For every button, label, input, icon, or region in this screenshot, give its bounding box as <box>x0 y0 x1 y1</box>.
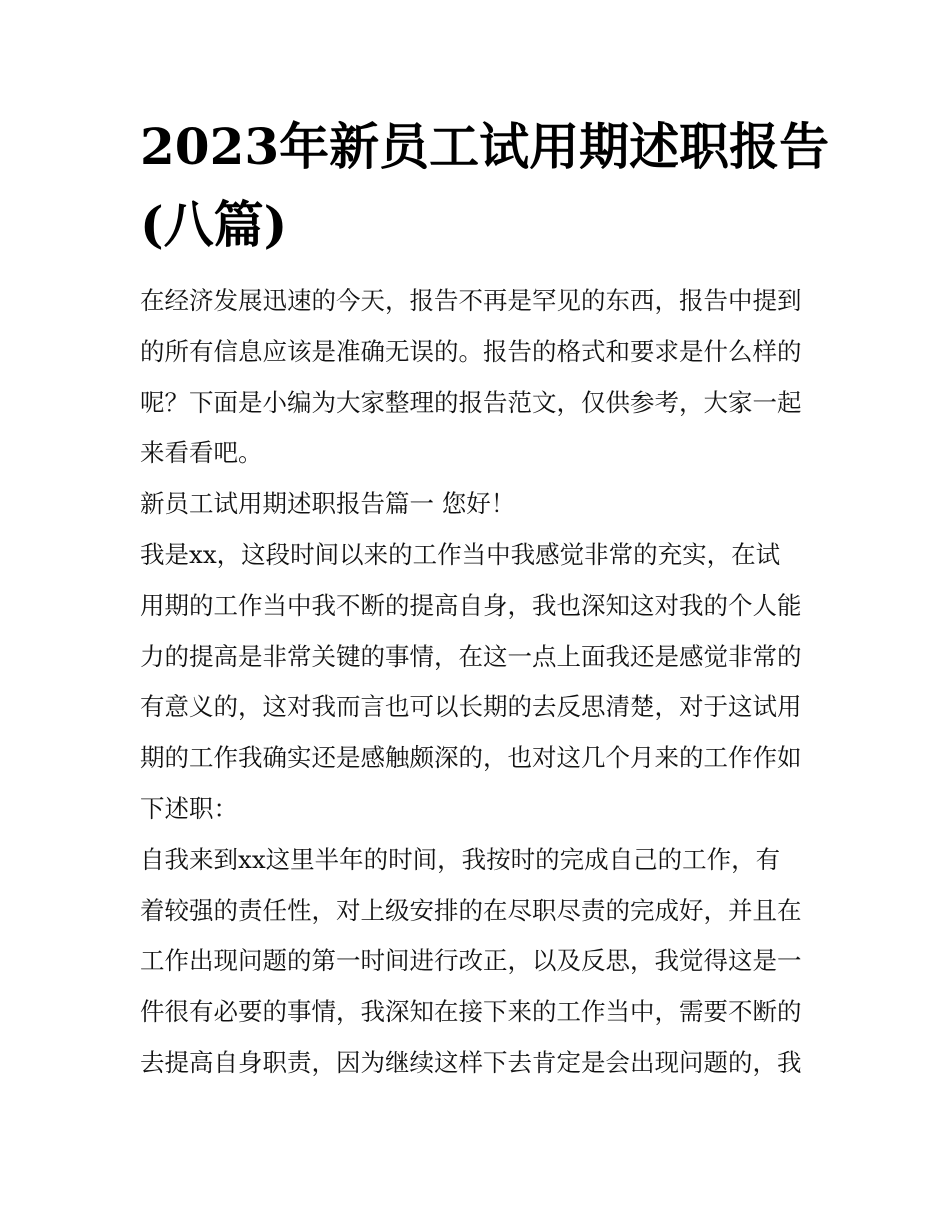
text-line: 下述职： <box>140 793 238 823</box>
text-line: 用期的工作当中我不断的提高自身，我也深知这对我的个人能 <box>140 590 802 620</box>
text-line: 呢？下面是小编为大家整理的报告范文，仅供参考，大家一起 <box>140 387 802 417</box>
title-line: (八篇) <box>140 195 288 254</box>
text-line: 件很有必要的事情，我深知在接下来的工作当中，需要不断的 <box>140 997 802 1027</box>
text-line: 新员工试用期述职报告篇一 您好！ <box>140 489 516 519</box>
text-line: 有意义的，这对我而言也可以长期的去反思清楚，对于这试用 <box>140 692 802 722</box>
body-paragraph <box>140 835 816 1089</box>
text-line: 的所有信息应该是准确无误的。报告的格式和要求是什么样的 <box>140 336 802 366</box>
body-paragraph <box>140 530 816 835</box>
document-title <box>140 108 830 264</box>
intro-paragraph <box>140 276 816 479</box>
text-line: 我是xx，这段时间以来的工作当中我感觉非常的充实，在试 <box>140 539 781 569</box>
text-line: 工作出现问题的第一时间进行改正，以及反思，我觉得这是一 <box>140 946 802 976</box>
text-line: 力的提高是非常关键的事情，在这一点上面我还是感觉非常的 <box>140 641 802 671</box>
text-line: 着较强的责任性，对上级安排的在尽职尽责的完成好，并且在 <box>140 895 802 925</box>
section-heading <box>140 479 816 530</box>
text-line: 期的工作我确实还是感触颇深的，也对这几个月来的工作作如 <box>140 743 802 773</box>
title-line: 2023年新员工试用期述职报告 <box>140 117 830 176</box>
text-line: 来看看吧。 <box>140 438 263 468</box>
text-line: 在经济发展迅速的今天，报告不再是罕见的东西，报告中提到 <box>140 286 802 315</box>
document-body <box>140 276 816 1089</box>
text-line: 去提高自身职责，因为继续这样下去肯定是会出现问题的，我 <box>140 1047 802 1077</box>
text-line: 自我来到xx这里半年的时间，我按时的完成自己的工作，有 <box>140 844 781 874</box>
